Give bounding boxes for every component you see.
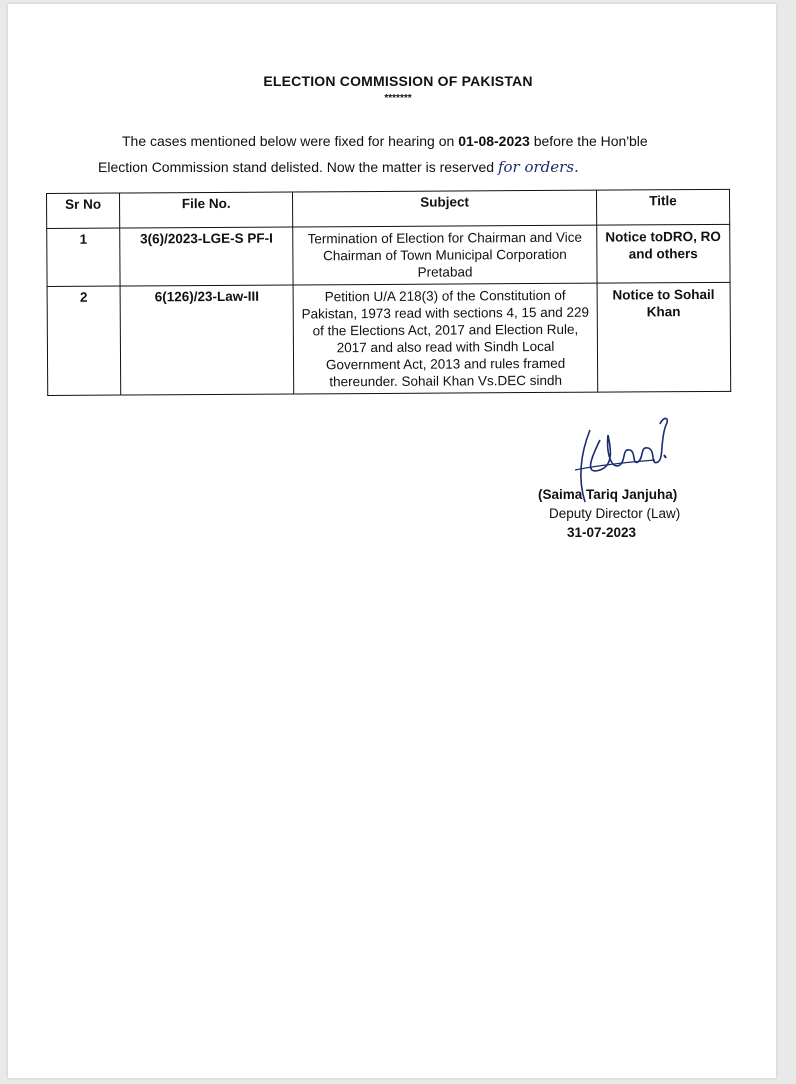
notice-paragraph	[98, 128, 718, 180]
row-title: Notice toDRO, RO and others	[596, 224, 730, 283]
signature-date: 31-07-2023	[567, 525, 637, 540]
header-file-no: File No.	[120, 192, 293, 228]
signatory-name: (Saima Tariq Janjuha)	[538, 487, 678, 502]
hearing-date: 01-08-2023	[458, 133, 530, 149]
notice-line-2	[98, 154, 718, 180]
document-title: ELECTION COMMISSION OF PAKISTAN	[263, 73, 533, 89]
header-sr-no: Sr No	[47, 193, 120, 228]
signatory-designation: Deputy Director (Law)	[549, 506, 681, 521]
handwritten-annotation: for orders.	[497, 158, 579, 176]
table-row	[47, 224, 730, 286]
header-title: Title	[596, 189, 729, 225]
header-subject: Subject	[293, 190, 597, 227]
table-row	[47, 282, 731, 395]
notice-line-1-end: before the Hon'ble	[529, 133, 648, 149]
row-sr-no: 2	[47, 286, 121, 395]
notice-line-2-text: Election Commission stand delisted. Now the matter is reserved	[98, 159, 498, 175]
cases-table	[46, 189, 731, 396]
row-title: Notice to Sohail Khan	[597, 282, 731, 392]
notice-line-1	[98, 128, 718, 154]
table-header-row	[47, 189, 730, 228]
notice-line-1-text: The cases mentioned below were fixed for hearing on	[122, 133, 459, 149]
row-file-no: 3(6)/2023-LGE-S PF-I	[120, 227, 294, 286]
row-subject: Petition U/A 218(3) of the Constitution of Pakistan, 1973 read with sections 4, 15 and 229 of the Elections Act, 2017 and Election Rule, 2017 and also read with Sindh Local Government Act, 2013 and rules framed thereunder. Sohail Khan Vs.DEC sindh	[293, 283, 597, 394]
signatory-block	[538, 485, 738, 542]
row-subject: Termination of Election for Chairman and Vice Chairman of Town Municipal Corporation Pretabad	[293, 225, 597, 285]
title-separator: *******	[384, 93, 412, 104]
row-file-no: 6(126)/23-Law-III	[120, 285, 294, 395]
row-sr-no: 1	[47, 228, 120, 286]
